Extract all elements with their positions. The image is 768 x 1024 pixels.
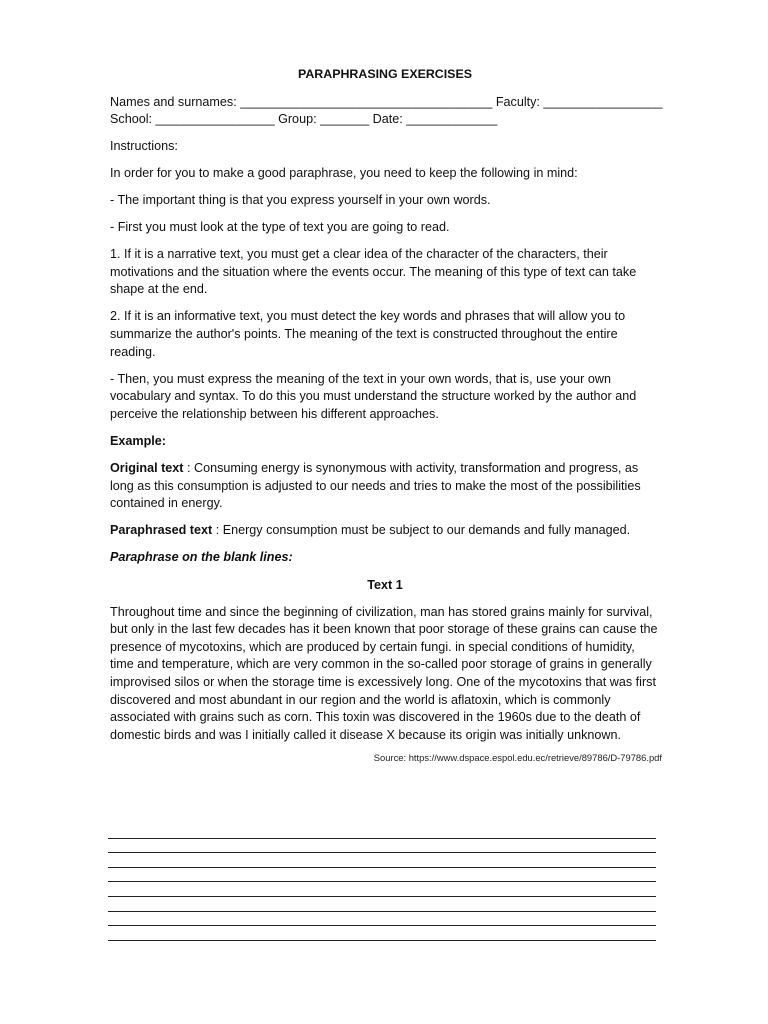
answer-line: [108, 897, 656, 912]
answer-line: [108, 912, 656, 927]
text-1-title: Text 1: [367, 577, 403, 592]
answer-line: [108, 882, 656, 897]
paraphrased-text-label: Paraphrased text: [110, 523, 213, 538]
original-text-label: Original text: [110, 461, 184, 476]
source-citation: Source: https://www.dspace.espol.edu.ec/retrieve/89786/D-79786.pdf: [373, 751, 662, 763]
blank-lines-instruction: Paraphrase on the blank lines:: [110, 550, 293, 565]
text-1-body: Throughout time and since the beginning of civilization, man has stored grains mainly for survival, but only in the last few decades has it been known that poor storage of these grains can cause the presence of mycotoxins, which are produced by certain fungi. in special conditions of humidity, time and temperature, which are very common in the so-called poor storage of grains in generally improvised silos or when the storage time is excessively long. One of the mycotoxins that was first discovered and most abundant in our region and the world is aflatoxin, which is commonly associated with grains such as corn. This toxin was discovered in the 1960s due to the death of domestic birds and was I initially called it disease X because its origin was initially unknown.: [110, 604, 658, 742]
instruction-bullet-2: - First you must look at the type of text you are going to read.: [110, 220, 450, 235]
instruction-bullet-1: - The important thing is that you express yourself in your own words.: [110, 192, 491, 207]
original-text-body: : Consuming energy is synonymous with activity, transformation and progress, as long as this consumption is adjusted to our needs and tries to make the most of the possibilities contained in energy.: [110, 461, 641, 511]
instructions-intro: In order for you to make a good paraphrase, you need to keep the following in mind:: [110, 165, 578, 180]
instruction-point-1: 1. If it is a narrative text, you must get a clear idea of the character of the characters, their motivations and the situation where the events occur. The meaning of this type of text can take shape at the end.: [110, 247, 637, 297]
answer-line: [108, 839, 656, 854]
paraphrased-text-body: : Energy consumption must be subject to our demands and fully managed.: [212, 523, 631, 538]
answer-lines: [108, 824, 656, 941]
instruction-point-2: 2. If it is an informative text, you must detect the key words and phrases that will allow you to summarize the author's points. The meaning of the text is constructed throughout the entire reading.: [110, 309, 626, 359]
paraphrased-text-paragraph: [110, 522, 660, 540]
instruction-point-3: - Then, you must express the meaning of the text in your own words, that is, use your own vocabulary and syntax. To do this you must understand the structure worked by the author and perceive the relationship between his different approaches.: [110, 371, 637, 421]
answer-line: [108, 853, 656, 868]
document-title: PARAPHRASING EXERCISES: [298, 67, 472, 81]
answer-line: [108, 926, 656, 941]
instructions-label: Instructions:: [110, 138, 178, 153]
answer-line: [108, 868, 656, 883]
answer-line: [108, 824, 656, 839]
names-faculty-line: Names and surnames: ____________________________________ Faculty: _________________: [110, 94, 663, 109]
example-label: Example:: [110, 434, 166, 448]
school-group-date-line: School: _________________ Group: _______ Date: _____________: [110, 112, 498, 127]
original-text-paragraph: [110, 460, 660, 513]
document-content: [110, 66, 663, 764]
